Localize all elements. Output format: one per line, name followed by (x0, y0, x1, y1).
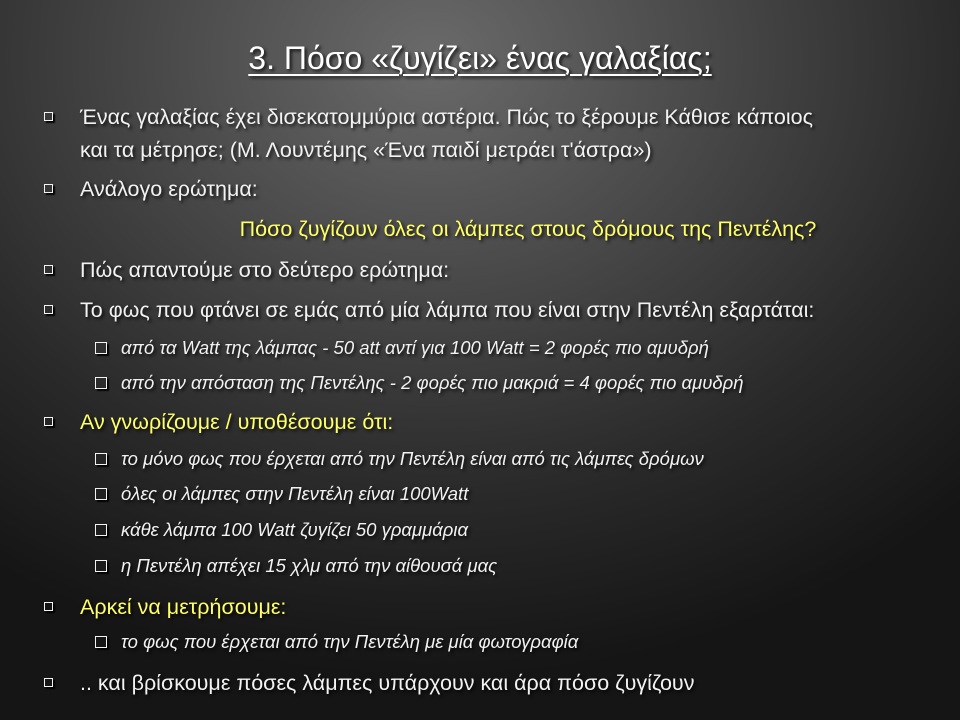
checkbox-bullet-icon (95, 636, 107, 648)
bullet-text: Ανάλογο ερώτημα: (80, 177, 258, 201)
bullet-text: Πώς απαντούμε στο δεύτερο ερώτημα: (80, 258, 450, 282)
bullet-text: Αν γνωρίζουμε / υποθέσουμε ότι: (80, 410, 394, 434)
square-bullet-icon (44, 305, 53, 314)
square-bullet-icon (44, 265, 53, 274)
square-bullet-icon (44, 417, 53, 426)
question-text: Πόσο ζυγίζουν όλες οι λάμπες στους δρόμους της Πεντέλης? (239, 217, 817, 241)
sub-bullet-text: όλες οι λάμπες στην Πεντέλη είναι 100Watt (121, 483, 469, 504)
bullet-text: .. και βρίσκουμε πόσες λάμπες υπάρχουν και άρα πόσο ζυγίζουν (80, 671, 695, 695)
checkbox-bullet-icon (95, 453, 107, 465)
square-bullet-icon (44, 602, 53, 611)
checkbox-bullet-icon (95, 488, 107, 500)
sub-bullet-text: από τα Watt της λάμπας - 50 att αντί για 100 Watt = 2 φορές πιο αμυδρή (121, 337, 709, 358)
checkbox-bullet-icon (95, 524, 107, 536)
bullet-text: Αρκεί να μετρήσουμε: (80, 595, 287, 619)
sub-bullet-text: κάθε λάμπα 100 Watt ζυγίζει 50 γραμμάρια (121, 519, 469, 540)
slide-title: 3. Πόσο «ζυγίζει» ένας γαλαξίας; (248, 40, 712, 76)
square-bullet-icon (44, 184, 53, 193)
checkbox-bullet-icon (95, 560, 107, 572)
bullet-text-line-2: και τα μέτρησε; (Μ. Λουντέμης «Ένα παιδί μετράει τ'άστρα») (80, 138, 652, 162)
square-bullet-icon (44, 678, 53, 687)
square-bullet-icon (44, 112, 53, 121)
sub-bullet-text: από την απόσταση της Πεντέλης - 2 φορές πιο μακριά = 4 φορές πιο αμυδρή (121, 372, 744, 393)
sub-bullet-text: το μόνο φως που έρχεται από την Πεντέλη είναι από τις λάμπες δρόμων (121, 448, 704, 469)
checkbox-bullet-icon (95, 377, 107, 389)
sub-bullet-text: η Πεντέλη απέχει 15 χλμ από την αίθουσά μας (121, 555, 498, 576)
sub-bullet-text: το φως που έρχεται από την Πεντέλη με μία φωτογραφία (121, 631, 579, 652)
bullet-text-line-1: Ένας γαλαξίας έχει δισεκατομμύρια αστέρια. Πώς το ξέρουμε Κάθισε κάποιος (80, 105, 813, 129)
bullet-text: Το φως που φτάνει σε εμάς από μία λάμπα που είναι στην Πεντέλη εξαρτάται: (80, 298, 815, 322)
checkbox-bullet-icon (95, 342, 107, 354)
